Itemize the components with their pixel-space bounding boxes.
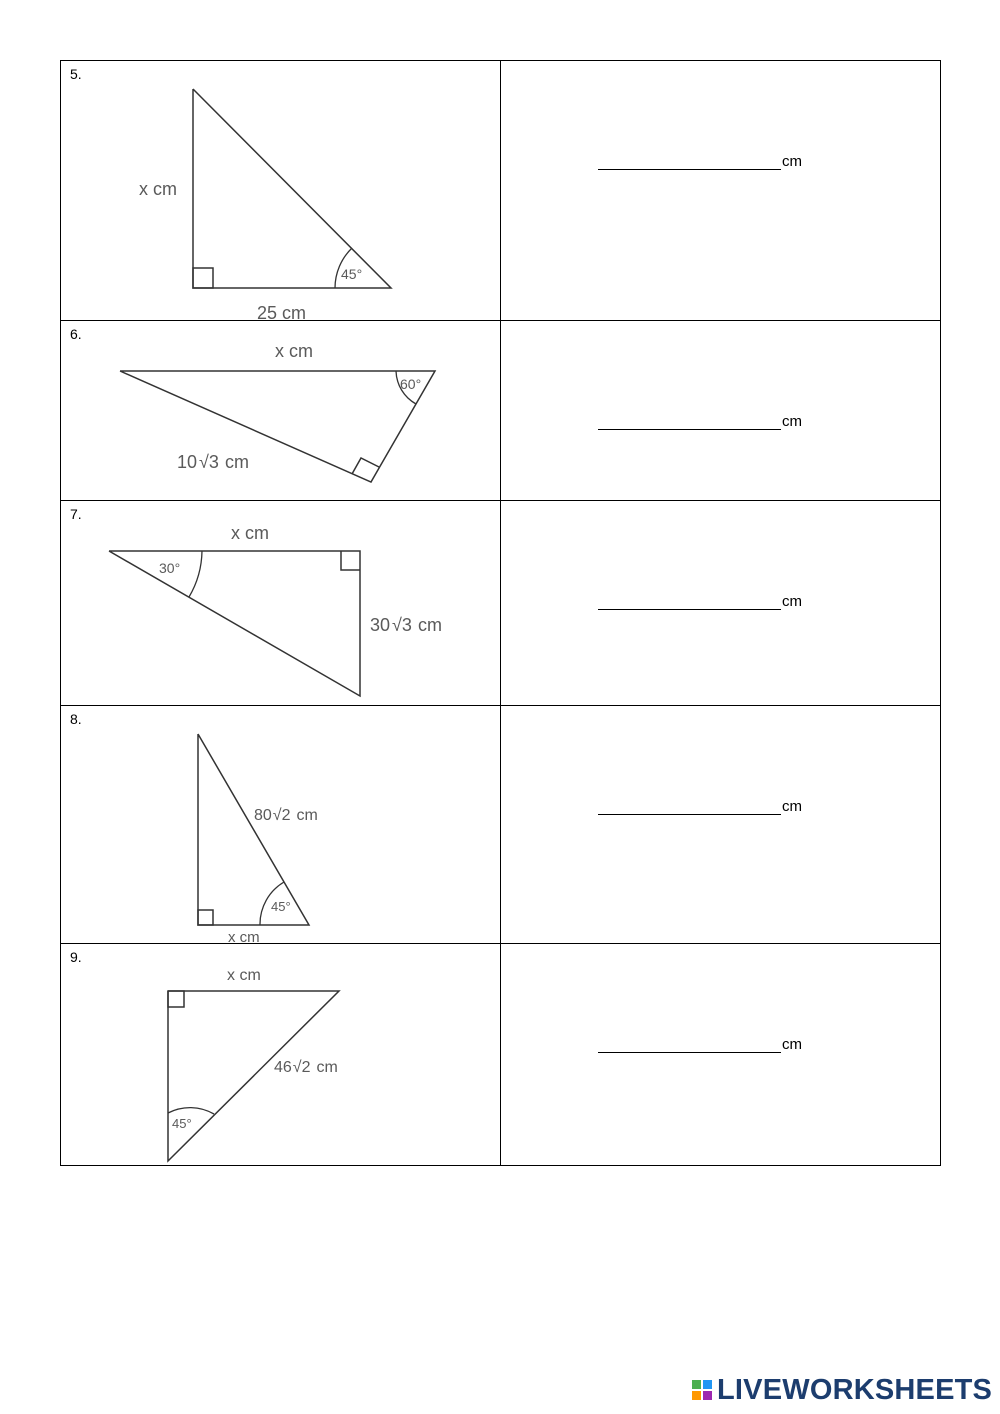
angle-label: 45° xyxy=(172,1116,192,1131)
figure-cell xyxy=(61,706,501,944)
side-label-x: x cm xyxy=(275,341,313,361)
question-number: 9. xyxy=(70,949,82,965)
figure-cell xyxy=(61,61,501,321)
answer-unit: cm xyxy=(782,1036,802,1053)
side-label-hypotenuse: 10 √3 cm xyxy=(177,452,249,472)
answer-cell xyxy=(501,706,941,944)
triangle-figure-5 xyxy=(61,61,500,321)
question-number: 6. xyxy=(70,326,82,342)
answer-cell xyxy=(501,321,941,501)
right-angle-marker xyxy=(198,910,213,925)
answer-blank-row xyxy=(598,413,802,430)
answer-input[interactable] xyxy=(598,593,781,610)
right-angle-marker xyxy=(352,458,379,474)
question-row-5 xyxy=(61,61,941,321)
liveworksheets-logo-icon xyxy=(692,1379,714,1403)
angle-label: 60° xyxy=(400,376,422,392)
answer-blank-row xyxy=(598,798,802,815)
answer-input[interactable] xyxy=(598,798,781,815)
answer-unit: cm xyxy=(782,153,802,170)
answer-input[interactable] xyxy=(598,413,781,430)
angle-label: 45° xyxy=(271,899,291,914)
answer-blank-row xyxy=(598,153,802,170)
answer-cell xyxy=(501,61,941,321)
side-label-x: x cm xyxy=(227,967,261,984)
side-label-hypotenuse: 46√2 cm xyxy=(274,1059,338,1076)
answer-unit: cm xyxy=(782,798,802,815)
answer-unit: cm xyxy=(782,593,802,610)
question-row-6 xyxy=(61,321,941,501)
question-row-8 xyxy=(61,706,941,944)
side-label-vertical: 30 √3 cm xyxy=(370,615,442,635)
angle-label: 45° xyxy=(341,266,363,282)
question-row-7 xyxy=(61,501,941,706)
answer-input[interactable] xyxy=(598,1036,781,1053)
side-label-base: 25 cm xyxy=(257,303,307,323)
side-label-x: x cm xyxy=(139,179,177,199)
question-number: 5. xyxy=(70,66,82,82)
triangle-figure-6 xyxy=(61,321,500,501)
question-row-9 xyxy=(61,944,941,1166)
right-angle-marker xyxy=(341,551,360,570)
right-angle-marker xyxy=(168,991,184,1007)
answer-cell xyxy=(501,501,941,706)
angle-arc xyxy=(168,1108,214,1114)
figure-cell xyxy=(61,944,501,1166)
side-label-hypotenuse: 80√2 cm xyxy=(254,807,318,824)
answer-cell xyxy=(501,944,941,1166)
answer-unit: cm xyxy=(782,413,802,430)
triangle-figure-9 xyxy=(61,944,500,1166)
triangle-figure-7 xyxy=(61,501,500,706)
angle-label: 30° xyxy=(159,560,181,576)
right-angle-marker xyxy=(193,268,213,288)
brand-logo xyxy=(692,1374,992,1407)
triangle-figure-8 xyxy=(61,706,500,944)
answer-blank-row xyxy=(598,593,802,610)
answer-input[interactable] xyxy=(598,153,781,170)
angle-arc xyxy=(189,551,202,597)
question-number: 7. xyxy=(70,506,82,522)
figure-cell xyxy=(61,321,501,501)
side-label-x: x cm xyxy=(228,929,260,946)
brand-name: LIVEWORKSHEETS xyxy=(717,1374,993,1406)
side-label-x: x cm xyxy=(231,523,269,543)
answer-blank-row xyxy=(598,1036,802,1053)
figure-cell xyxy=(61,501,501,706)
question-number: 8. xyxy=(70,711,82,727)
worksheet-table xyxy=(60,60,941,1166)
